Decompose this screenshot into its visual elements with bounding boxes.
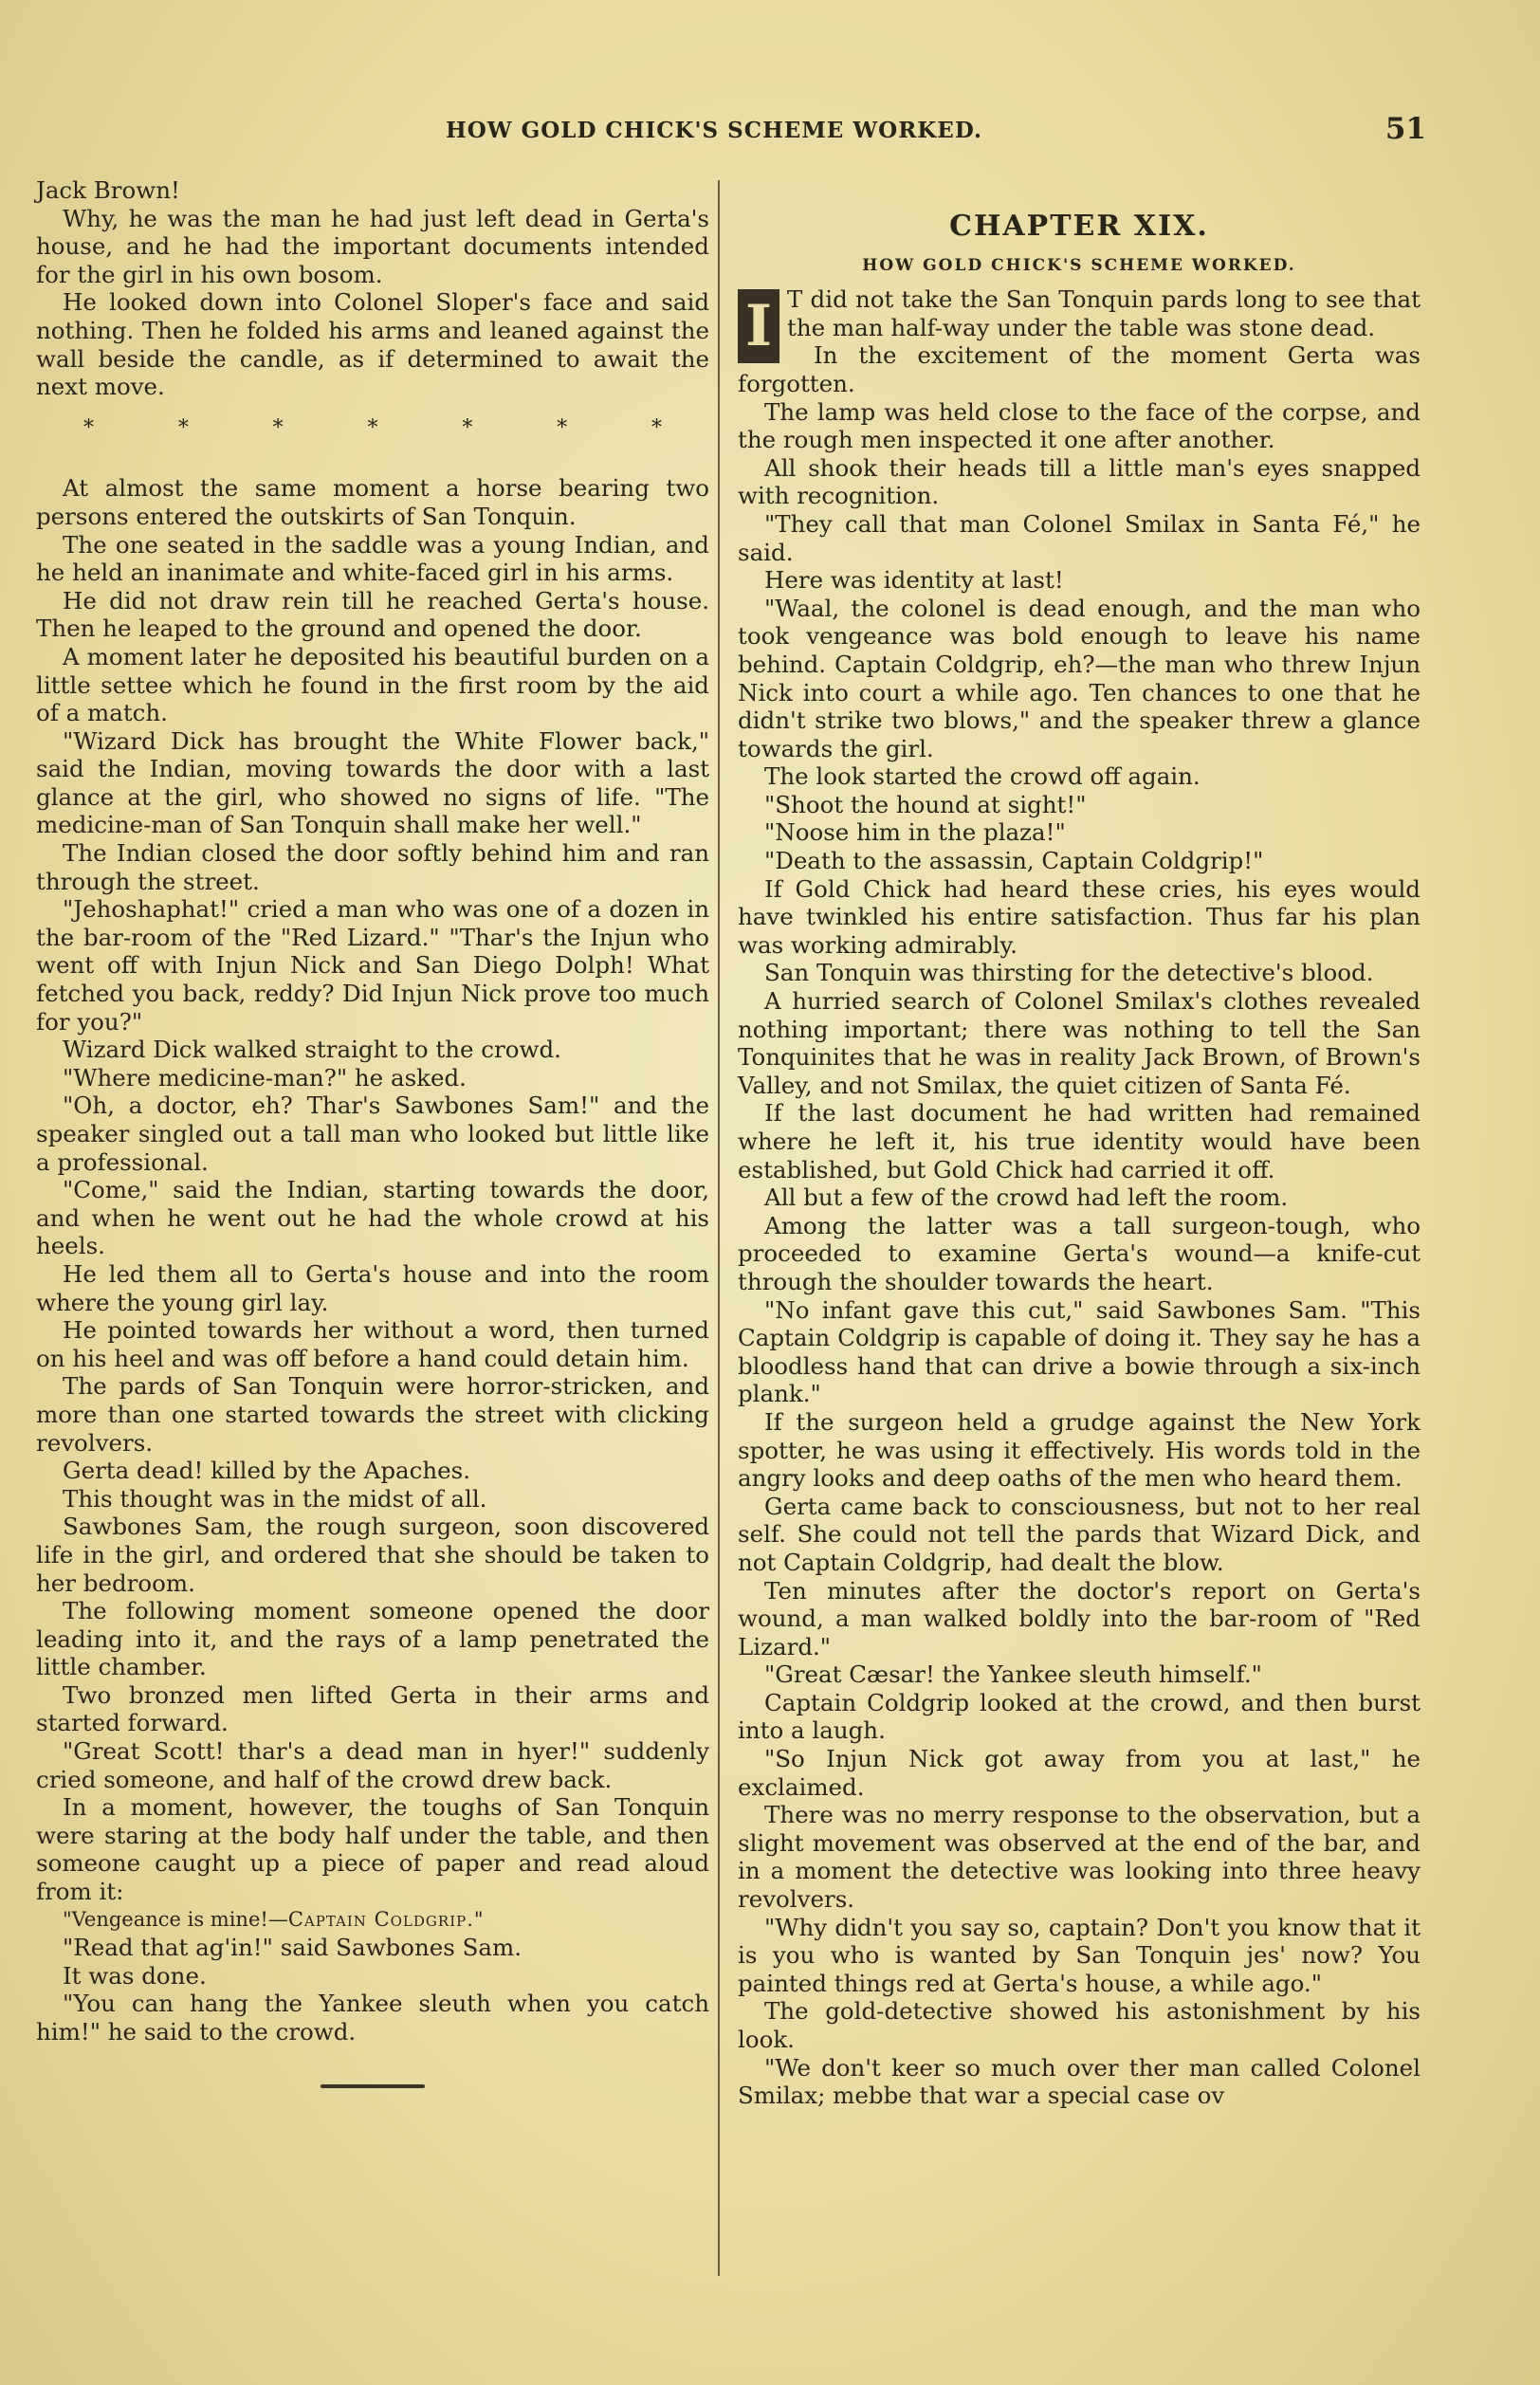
paragraph: The gold-detective showed his astonishment by his look.: [738, 1997, 1421, 2053]
left-column: [36, 176, 709, 2088]
paragraph: Jack Brown!: [36, 176, 180, 204]
paragraph: All shook their heads till a little man's eyes snapped with recognition.: [738, 453, 1421, 510]
paragraph: Ten minutes after the doctor's report on Gerta's wound, a man walked boldly into the bar-room of "Red Lizard.": [738, 1576, 1421, 1660]
paragraph: In a moment, however, the toughs of San Tonquin were staring at the body half under the table, and then someone caught up a piece of paper and read aloud from it:: [36, 1793, 709, 1906]
paragraph: Wizard Dick walked straight to the crowd.: [63, 1036, 561, 1064]
paragraph: He looked down into Colonel Sloper's face and said nothing. Then he folded his arms and leaned against the wall beside the candle, as if determined to await the next move.: [36, 288, 709, 401]
paragraph: The pards of San Tonquin were horror-stricken, and more than one started towards the street with clicking revolvers.: [36, 1372, 709, 1457]
paragraph: Captain Coldgrip looked at the crowd, and then burst into a laugh.: [738, 1688, 1421, 1745]
paragraph: He led them all to Gerta's house and into the room where the young girl lay.: [36, 1259, 709, 1316]
section-break-stars: [36, 405, 709, 452]
paragraph: "They call that man Colonel Smilax in Santa Fé," he said.: [738, 509, 1421, 566]
paragraph: He did not draw rein till he reached Gerta's house. Then he leaped to the ground and opened the door.: [36, 586, 709, 643]
paragraph: The following moment someone opened the door leading into it, and the rays of a lamp penetrated the little chamber.: [36, 1597, 709, 1681]
drop-cap: I: [738, 289, 779, 363]
paragraph: If Gold Chick had heard these cries, his eyes would have twinkled his entire satisfaction. Thus far his plan was working admirably.: [738, 874, 1421, 959]
paragraph: Here was identity at last!: [764, 566, 1064, 595]
quoted-note-text: "Vengeance is mine!—: [63, 1907, 288, 1931]
star: *: [83, 415, 94, 440]
paragraph: If the surgeon held a grudge against the New York spotter, he was using it effectively. His words told in the angry looks and deep oaths of the men who heard them.: [738, 1407, 1421, 1493]
first-paragraph-text: T did not take the San Tonquin pards long to see that the man half-way under the table was stone dead.: [787, 285, 1421, 341]
paragraph: A moment later he deposited his beautiful burden on a little settee which he found in the first room by the aid of a match.: [36, 642, 709, 727]
paragraph: Why, he was the man he had just left dead in Gerta's house, and he had the important documents intended for the girl in his own bosom.: [36, 204, 709, 288]
star: *: [557, 415, 568, 440]
star: *: [177, 415, 189, 440]
running-head: HOW GOLD CHICK'S SCHEME WORKED.: [446, 118, 982, 143]
chapter-subtitle: HOW GOLD CHICK'S SCHEME WORKED.: [862, 255, 1296, 275]
paragraph: Among the latter was a tall surgeon-tough, who proceeded to examine Gerta's wound—a knife-cut through the shoulder towards the heart.: [738, 1211, 1421, 1295]
end-ornament: [321, 2084, 425, 2088]
paragraph: The look started the crowd off again.: [764, 762, 1201, 791]
paragraph: Two bronzed men lifted Gerta in their arms and started forward.: [36, 1680, 709, 1737]
paragraph: "So Injun Nick got away from you at last," he exclaimed.: [738, 1745, 1421, 1801]
paragraph: The lamp was held close to the face of the corpse, and the rough men inspected it one after another.: [738, 397, 1421, 454]
paragraph: The Indian closed the door softly behind him and ran through the street.: [36, 839, 709, 895]
paragraph: He pointed towards her without a word, then turned on his heel and was off before a hand could detain him.: [36, 1316, 709, 1372]
column-divider: [718, 180, 720, 2276]
paragraph: It was done.: [63, 1961, 207, 1990]
paragraph: If the last document he had written had remained where he left it, his true identity would have been established, but Gold Chick had carried it off.: [738, 1099, 1421, 1183]
page-header: [446, 112, 1426, 150]
paragraph: "Why didn't you say so, captain? Don't you know that it is you who is wanted by San Tonquin jes' now? You painted things red at Gerta's house, a while ago.": [738, 1913, 1421, 1997]
paragraph: "Noose him in the plaza!": [764, 818, 1066, 847]
paragraph: "Oh, a doctor, eh? Thar's Sawbones Sam!" and the speaker singled out a tall man who looked but little like a professional.: [36, 1092, 709, 1176]
paragraph: "Great Scott! thar's a dead man in hyer!" suddenly cried someone, and half of the crowd drew back.: [36, 1737, 709, 1793]
paragraph: "Wizard Dick has brought the White Flower back," said the Indian, moving towards the door with a last glance at the girl, who showed no signs of life. "The medicine-man of San Tonquin shall make her well.": [36, 726, 709, 839]
paragraph: "Jehoshaphat!" cried a man who was one of a dozen in the bar-room of the "Red Lizard." "Thar's the Injun who went off with Injun Nick and San Diego Dolph! What fetched you back, reddy? Did Injun Nick prove too much for you?": [36, 895, 709, 1036]
star: *: [462, 415, 473, 440]
quoted-note: [36, 1906, 709, 1935]
paragraph: The one seated in the saddle was a young Indian, and he held an inanimate and white-faced girl in his arms.: [36, 530, 709, 587]
right-column: [738, 176, 1421, 2110]
quoted-note-signature: Captain Coldgrip.": [287, 1907, 485, 1931]
paragraph: In the excitement of the moment Gerta was forgotten.: [738, 341, 1421, 397]
chapter-title: CHAPTER XIX.: [949, 210, 1209, 243]
paragraph: "Shoot the hound at sight!": [764, 790, 1087, 818]
paragraph: "You can hang the Yankee sleuth when you catch him!" he said to the crowd.: [36, 1990, 709, 2046]
paragraph: "Come," said the Indian, starting towards the door, and when he went out he had the whole crowd at his heels.: [36, 1176, 709, 1260]
paragraph: Gerta dead! killed by the Apaches.: [63, 1457, 471, 1485]
first-paragraph: [738, 285, 1421, 360]
paragraph: San Tonquin was thirsting for the detective's blood.: [764, 959, 1374, 987]
star: *: [651, 415, 662, 440]
page-number: 51: [1384, 112, 1426, 146]
paragraph: "Great Cæsar! the Yankee sleuth himself.": [764, 1660, 1262, 1689]
paragraph: "We don't keer so much over ther man called Colonel Smilax; mebbe that war a special case ov: [738, 2053, 1421, 2110]
paragraph: This thought was in the midst of all.: [63, 1484, 487, 1513]
star: *: [367, 415, 378, 440]
paragraph: Gerta came back to consciousness, but not to her real self. She could not tell the pards that Wizard Dick, and not Captain Coldgrip, had dealt the blow.: [738, 1492, 1421, 1576]
paragraph: All but a few of the crowd had left the room.: [764, 1183, 1289, 1212]
paragraph: Sawbones Sam, the rough surgeon, soon discovered life in the girl, and ordered that she should be taken to her bedroom.: [36, 1513, 709, 1597]
paragraph: "Where medicine-man?" he asked.: [63, 1063, 467, 1092]
paragraph: A hurried search of Colonel Smilax's clothes revealed nothing important; there was nothing to tell the San Tonquinites that he was in reality Jack Brown, of Brown's Valley, and not Smilax, the quiet citizen of Santa Fé.: [738, 987, 1421, 1099]
paragraph: There was no merry response to the observation, but a slight movement was observed at the end of the bar, and in a moment the detective was looking into three heavy revolvers.: [738, 1801, 1421, 1914]
paragraph: "Death to the assassin, Captain Coldgrip!": [764, 847, 1264, 875]
paragraph: At almost the same moment a horse bearing two persons entered the outskirts of San Tonquin.: [36, 474, 709, 530]
paragraph: "No infant gave this cut," said Sawbones Sam. "This Captain Coldgrip is capable of doing it. They say he has a bloodless hand that can drive a bowie through a six-inch plank.": [738, 1295, 1421, 1408]
paragraph: "Waal, the colonel is dead enough, and the man who took vengeance was bold enough to leave his name behind. Captain Coldgrip, eh?—the man who threw Injun Nick into court a while ago. Ten chances to one that he didn't strike two blows," and the speaker threw a glance towards the girl.: [738, 594, 1421, 762]
paragraph: "Read that ag'in!" said Sawbones Sam.: [63, 1934, 522, 1962]
star: *: [272, 415, 284, 440]
